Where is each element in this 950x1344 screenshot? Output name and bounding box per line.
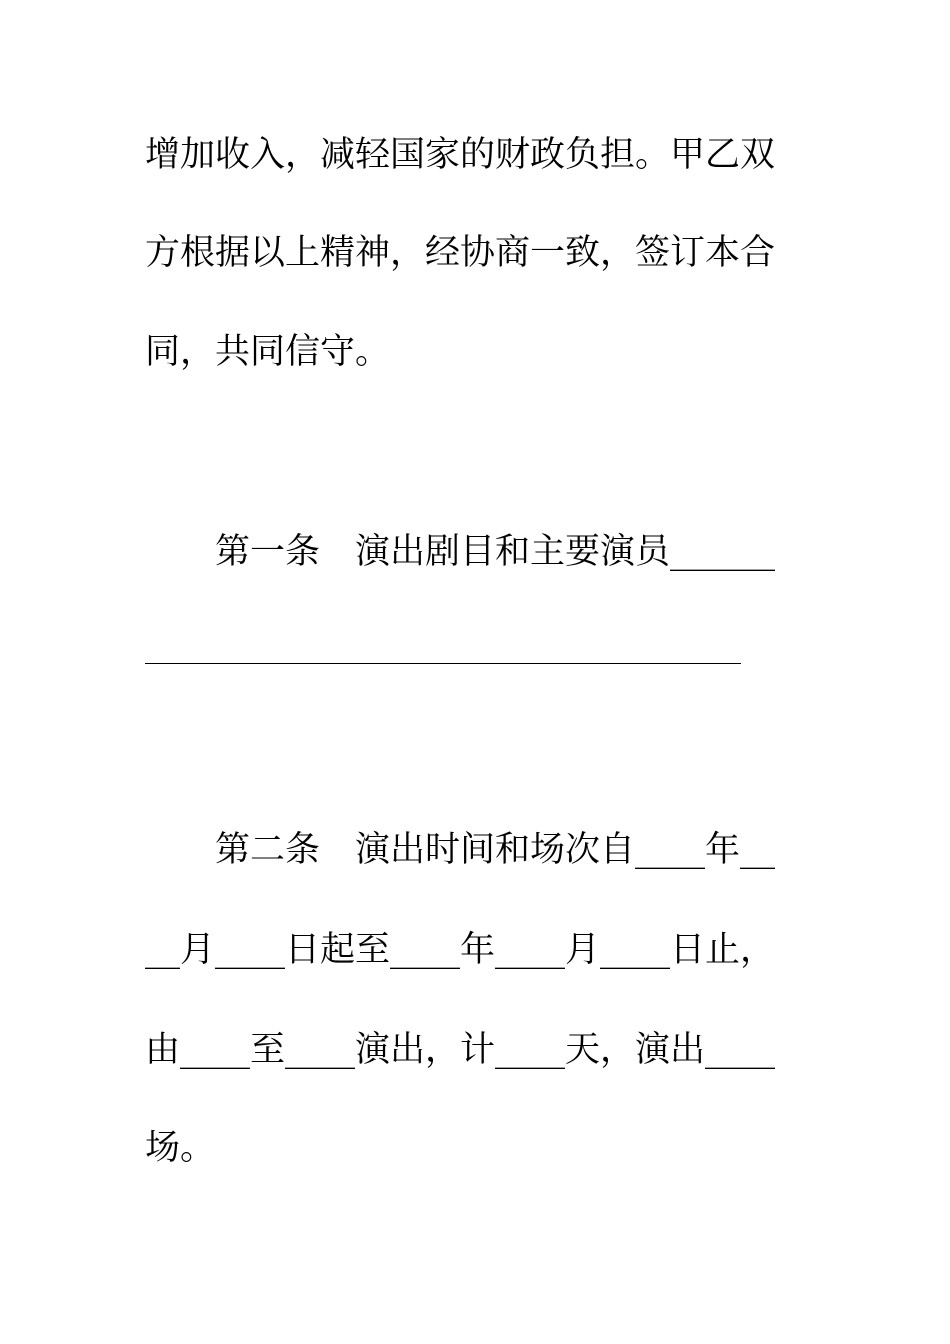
paragraph-line-2: 方根据以上精神，经协商一致，签订本合 [145,233,776,273]
paragraph-line-1: 增加收入，减轻国家的财政负担。甲乙双 [145,135,776,175]
article-2-line-3: 由____至____演出，计____天，演出____ [145,1030,776,1070]
article-1-heading: 第一条 演出剧目和主要演员______ [215,532,776,572]
article-2-heading: 第二条 演出时间和场次自____年__ [215,830,776,870]
article-2-line-2: __月____日起至____年____月____日止， [145,930,776,970]
paragraph-line-3: 同，共同信守。 [145,332,391,372]
article-1-fill-blank [145,663,741,664]
article-2-line-4: 场。 [145,1128,216,1168]
